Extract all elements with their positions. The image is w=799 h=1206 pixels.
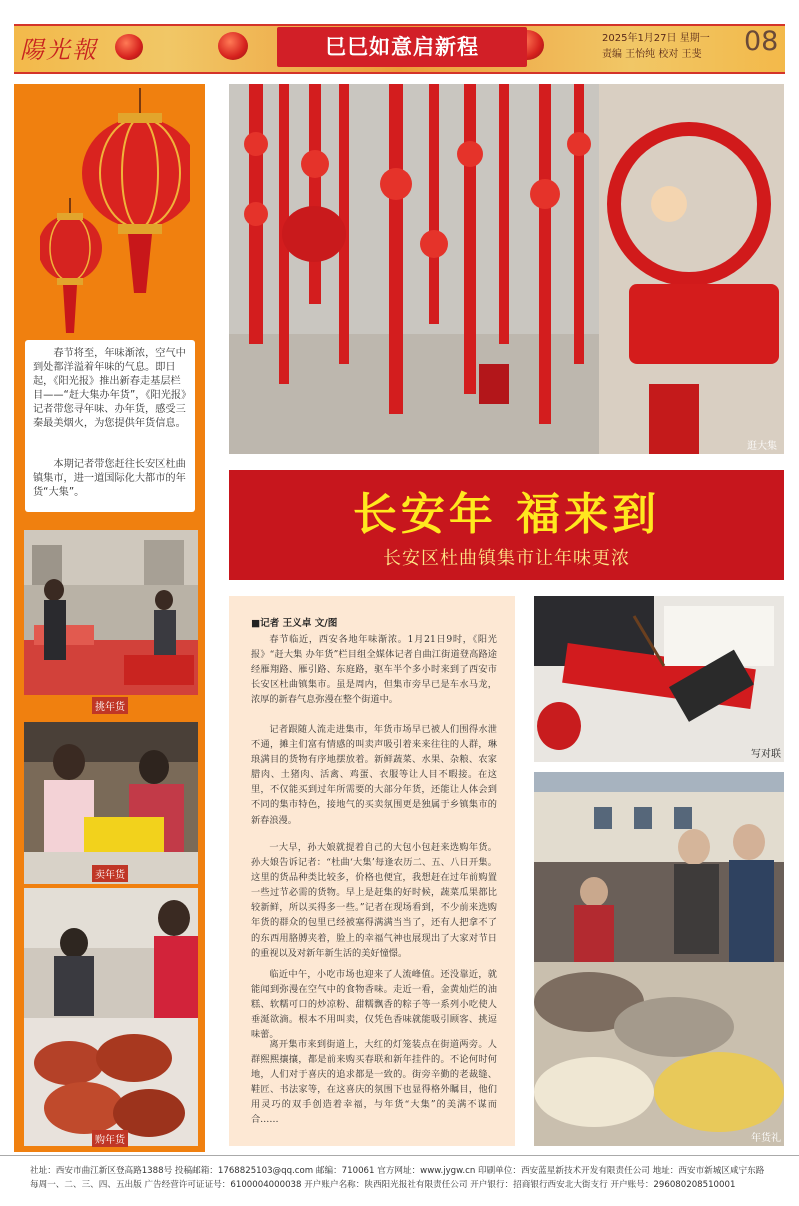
article-paragraph: 离开集市来到街道上，大红的灯笼装点在街道两旁。人群熙熙攘攘，都是前来购买春联和新年挂件的。不论何时何地，人们对于喜庆的追求都是一致的。街旁辛勤的老裁缝、鞋匠、书法家等，在这喜庆的氛围下也显得格外瞩目，他们用灵巧的双手创造着幸福，与年货“大集”的美满不谋而合…… (251, 1039, 497, 1126)
photo-writing-couplets (534, 596, 784, 762)
page-footer (0, 1155, 799, 1206)
photo-caption: 卖年货 (92, 865, 128, 882)
photo-caption: 逛大集 (747, 441, 777, 452)
page-number: 08 (744, 26, 779, 57)
article-paragraph: 记者跟随人流走进集市，年货市场早已被人们围得水泄不通，摊主们富有情感的叫卖声吸引着来来往往的人群，琳琅满目的货物有序地摆放着。新鲜蔬菜、水果、杂粮、农家腊肉、土猪肉、活禽、鸡蛋、衣服等让人目不暇接。在这里，不仅能买到过年所需要的大部分年货，还能让人体会到不同的集市特色，接地气的买卖氛围更是独属于乡镇集市的新春浪漫。 (251, 724, 497, 826)
intro-paragraph: 春节将至，年味渐浓，空气中到处都洋溢着年味的气息。即日起，《阳光报》推出新春走基层栏目——“赶大集办年货”，《阳光报》记者带您寻年味、办年货，感受三秦最美烟火，为您提供年货信息。 (33, 348, 187, 429)
photo-grain-stall (534, 772, 784, 1146)
sub-headline: 长安区杜曲镇集市让年味更浓 (383, 548, 630, 569)
article-paragraph: 一大早，孙大娘就提着自己的大包小包赶来选购年货。孙大娘告诉记者：“杜曲‘大集’每逢农历二、五、八日开集。这里的货品种类比较多，价格也便宜，我想赶在过年前购置一些过节必需的货物。早上是赶集的好时候，蔬菜瓜果都比较新鲜，所以买得多一些。”记者在现场看到，不少前来选购年货的群众的包里已经被塞得满满当当了，还有人把拿不了的东西用胳膊夹着，脸上的幸福气神也展现出了大家对节日的重视以及对新年新生活的美好憧憬。 (251, 842, 497, 959)
footer-line: 每周一、二、三、四、五出版 广告经营许可证证号：6100004000038 开户账户名称：陕西阳光报社有限责任公司 开户银行：招商银行西安北大街支行 开户账号：296080208510001 (30, 1180, 736, 1190)
lantern-illustration (40, 88, 190, 338)
main-headline: 长安年 福来到 (352, 489, 661, 540)
lantern-icon (218, 32, 248, 60)
photo-cured-meat (24, 888, 198, 1146)
intro-paragraph: 本期记者带您赶往长安区杜曲镇集市，进一道国际化大都市的年货“大集”。 (33, 459, 186, 498)
newspaper-logo: 陽光報 (20, 36, 98, 64)
article-paragraph: 临近中午，小吃市场也迎来了人流峰值。还没靠近，就能闻到弥漫在空气中的食物香味。走近一看，金黄灿烂的油糕、软糯可口的炒凉粉、甜糯飘香的粽子等一系列小吃使人垂涎欲滴。根本不用叫卖，仅凭色香味就能吸引顾客、挑逗味蕾。 (251, 969, 497, 1041)
editor-credit: 责编 王怡纯 校对 王斐 (602, 49, 702, 60)
photo-caption: 写对联 (751, 749, 781, 760)
photo-vendor-selling (24, 722, 198, 884)
banner-title: 巳巳如意启新程 (325, 35, 479, 59)
photo-caption: 挑年货 (92, 697, 128, 714)
photo-caption: 年货礼 (751, 1133, 781, 1144)
article-paragraph: 春节临近，西安各地年味渐浓。1月21日9时，《阳光报》“赶大集 办年货”栏目组全媒体记者自曲江街道登高路途经雁翔路、雁引路、东庭路，驱车半个多小时来到了西安市长安区杜曲镇集市。虽是周内，但集市旁早已是车水马龙，浓厚的新春气息弥漫在整个街道中。 (251, 634, 497, 706)
lantern-icon (115, 34, 143, 60)
article-byline: ■记者 王义卓 文/图 (251, 618, 338, 629)
footer-line: 社址：西安市曲江新区登高路1388号 投稿邮箱：1768825103@qq.com 邮编：710061 官方网址：www.jygw.cn 印刷单位：西安蓝星新技术开发有限责任公司 地址：西安市新城区咸宁东路 (30, 1166, 765, 1176)
photo-red-decorations (229, 84, 784, 454)
issue-date: 2025年1月27日 星期一 (602, 33, 710, 44)
photo-market-stalls (24, 530, 198, 695)
page-header (0, 0, 799, 80)
photo-caption: 购年货 (92, 1130, 128, 1147)
